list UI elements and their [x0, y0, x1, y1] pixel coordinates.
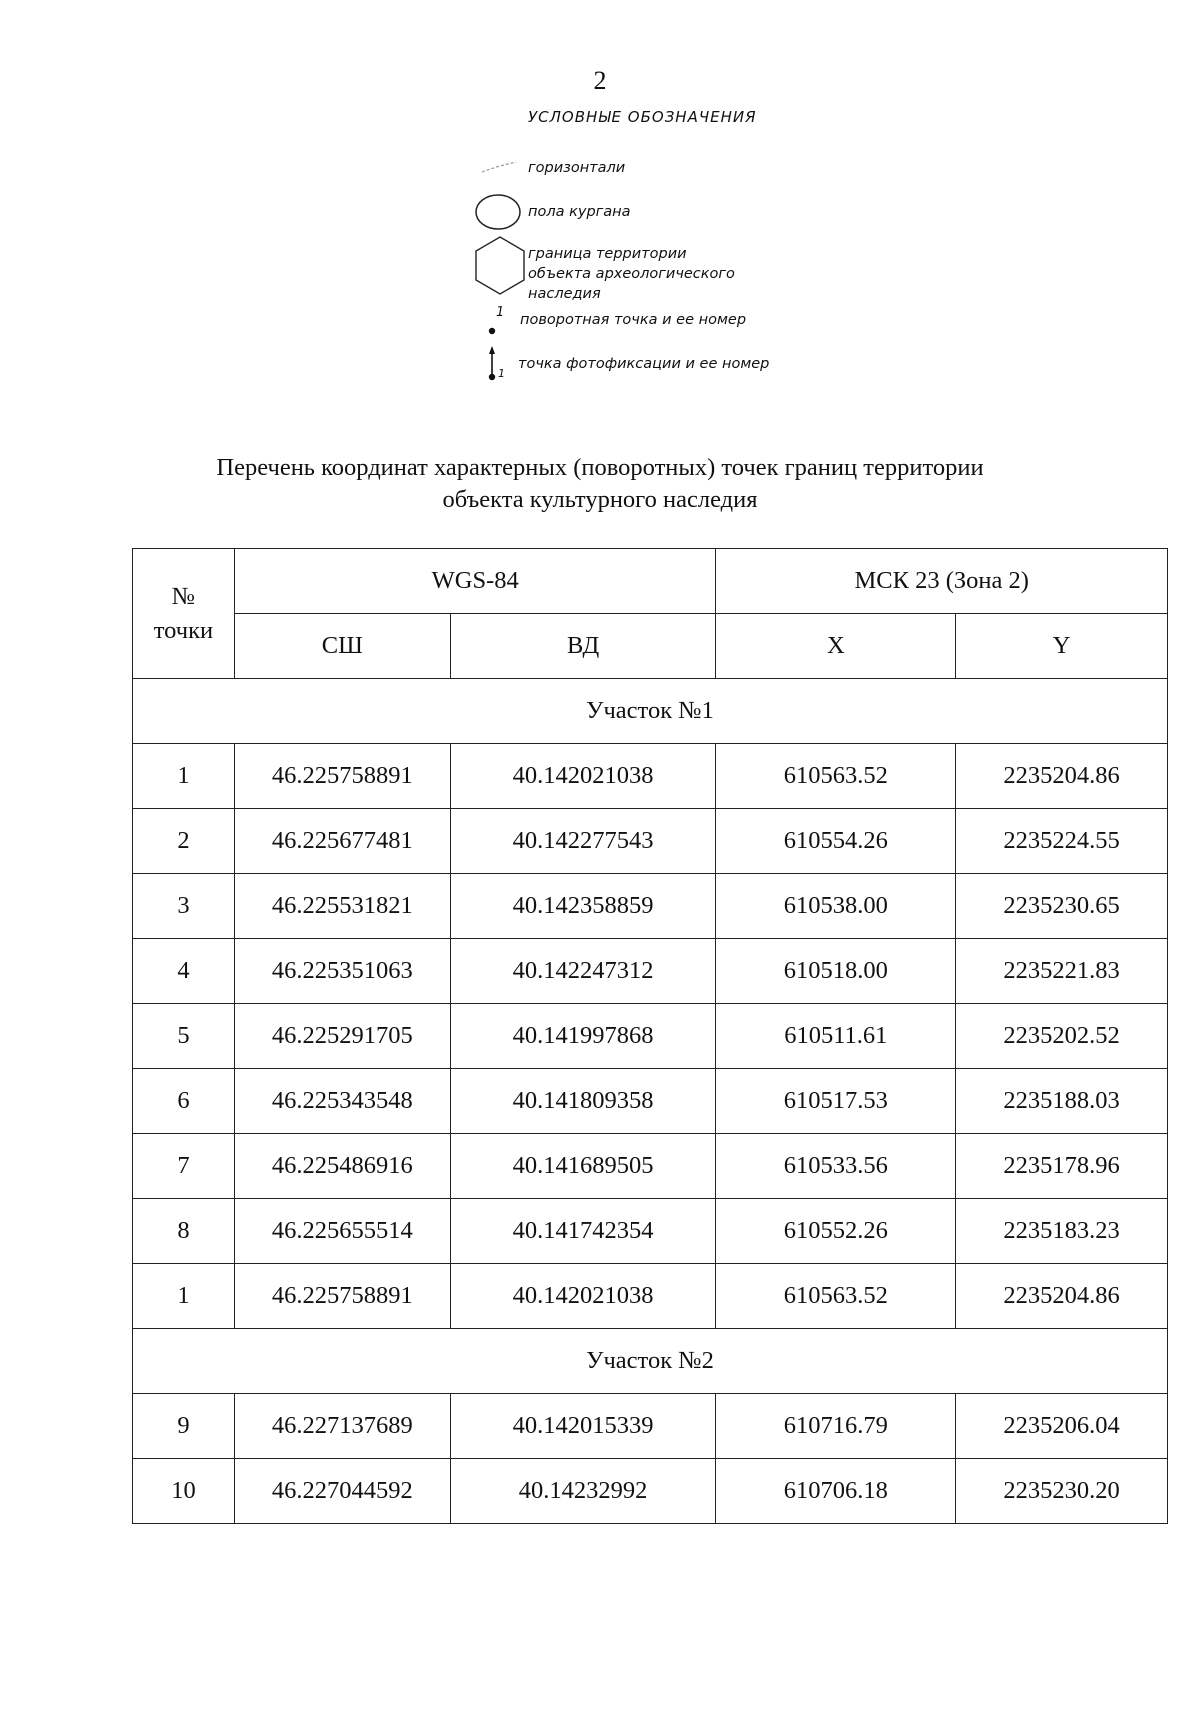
header-row-1 [133, 549, 1168, 614]
cell-point-number: 4 [133, 939, 235, 1004]
header-point-number: № точки [133, 549, 235, 679]
cell-latitude: 46.225291705 [234, 1004, 450, 1069]
cell-point-number: 3 [133, 874, 235, 939]
cell-latitude: 46.227044592 [234, 1459, 450, 1524]
cell-latitude: 46.225486916 [234, 1134, 450, 1199]
cell-y: 2235188.03 [956, 1069, 1168, 1134]
cell-point-number: 7 [133, 1134, 235, 1199]
legend-title: УСЛОВНЫЕ ОБОЗНАЧЕНИЯ [528, 108, 757, 126]
legend-label-contours: горизонтали [528, 160, 626, 176]
cell-y: 2235206.04 [956, 1394, 1168, 1459]
cell-longitude: 40.142247312 [450, 939, 716, 1004]
cell-y: 2235230.20 [956, 1459, 1168, 1524]
header-y: Y [956, 614, 1168, 679]
table-row [133, 1394, 1168, 1459]
contour-line-icon [480, 160, 520, 176]
cell-x: 610518.00 [716, 939, 956, 1004]
cell-point-number: 1 [133, 744, 235, 809]
cell-longitude: 40.141742354 [450, 1199, 716, 1264]
section-title: Участок №2 [133, 1329, 1168, 1394]
table-row [133, 744, 1168, 809]
photo-point-marker: 1 [498, 367, 505, 380]
table-row [133, 1459, 1168, 1524]
cell-longitude: 40.142277543 [450, 809, 716, 874]
legend-label-mound: пола кургана [528, 204, 631, 220]
cell-longitude: 40.142021038 [450, 744, 716, 809]
cell-longitude: 40.141689505 [450, 1134, 716, 1199]
cell-latitude: 46.225758891 [234, 1264, 450, 1329]
cell-y: 2235183.23 [956, 1199, 1168, 1264]
cell-y: 2235230.65 [956, 874, 1168, 939]
cell-point-number: 1 [133, 1264, 235, 1329]
legend-label-boundary: граница территории объекта археологического наследия [528, 246, 735, 302]
cell-x: 610552.26 [716, 1199, 956, 1264]
table-body [133, 679, 1168, 1524]
cell-latitude: 46.225351063 [234, 939, 450, 1004]
cell-point-number: 5 [133, 1004, 235, 1069]
cell-point-number: 9 [133, 1394, 235, 1459]
cell-x: 610716.79 [716, 1394, 956, 1459]
header-longitude: ВД [450, 614, 716, 679]
cell-longitude: 40.141997868 [450, 1004, 716, 1069]
header-row-2 [133, 614, 1168, 679]
cell-longitude: 40.142021038 [450, 1264, 716, 1329]
legend-label-turning-point: поворотная точка и ее номер [520, 312, 747, 328]
table-row [133, 939, 1168, 1004]
cell-y: 2235204.86 [956, 1264, 1168, 1329]
cell-x: 610538.00 [716, 874, 956, 939]
cell-longitude: 40.142015339 [450, 1394, 716, 1459]
turning-point-marker: 1 [496, 305, 505, 320]
table-caption [0, 452, 1200, 516]
table-row [133, 809, 1168, 874]
cell-y: 2235202.52 [956, 1004, 1168, 1069]
header-latitude: СШ [234, 614, 450, 679]
cell-point-number: 8 [133, 1199, 235, 1264]
boundary-hexagon-icon [472, 234, 528, 298]
cell-y: 2235224.55 [956, 809, 1168, 874]
cell-point-number: 10 [133, 1459, 235, 1524]
cell-x: 610563.52 [716, 1264, 956, 1329]
header-msk23: МСК 23 (Зона 2) [716, 549, 1168, 614]
table-row [133, 1069, 1168, 1134]
cell-y: 2235204.86 [956, 744, 1168, 809]
cell-longitude: 40.142358859 [450, 874, 716, 939]
header-x: X [716, 614, 956, 679]
cell-longitude: 40.141809358 [450, 1069, 716, 1134]
table-row [133, 1004, 1168, 1069]
cell-latitude: 46.225531821 [234, 874, 450, 939]
caption-line-1: Перечень координат характерных (поворотных) точек границ территории [216, 454, 984, 481]
section-row [133, 1329, 1168, 1394]
cell-y: 2235221.83 [956, 939, 1168, 1004]
cell-latitude: 46.225655514 [234, 1199, 450, 1264]
cell-latitude: 46.225343548 [234, 1069, 450, 1134]
header-wgs84: WGS-84 [234, 549, 716, 614]
mound-ellipse-icon [472, 192, 524, 232]
legend-label-photo-point: точка фотофиксации и ее номер [518, 356, 770, 372]
cell-x: 610554.26 [716, 809, 956, 874]
cell-x: 610533.56 [716, 1134, 956, 1199]
cell-x: 610563.52 [716, 744, 956, 809]
section-title: Участок №1 [133, 679, 1168, 744]
cell-latitude: 46.227137689 [234, 1394, 450, 1459]
legend [460, 108, 840, 388]
cell-x: 610511.61 [716, 1004, 956, 1069]
table-row [133, 874, 1168, 939]
table-row [133, 1264, 1168, 1329]
cell-point-number: 6 [133, 1069, 235, 1134]
cell-longitude: 40.14232992 [450, 1459, 716, 1524]
cell-y: 2235178.96 [956, 1134, 1168, 1199]
section-row [133, 679, 1168, 744]
caption-line-2: объекта культурного наследия [442, 486, 758, 513]
cell-latitude: 46.225677481 [234, 809, 450, 874]
page-number: 2 [593, 66, 607, 95]
table-row [133, 1199, 1168, 1264]
table-row [133, 1134, 1168, 1199]
cell-x: 610706.18 [716, 1459, 956, 1524]
cell-point-number: 2 [133, 809, 235, 874]
coordinates-table [132, 548, 1168, 1524]
cell-x: 610517.53 [716, 1069, 956, 1134]
cell-latitude: 46.225758891 [234, 744, 450, 809]
